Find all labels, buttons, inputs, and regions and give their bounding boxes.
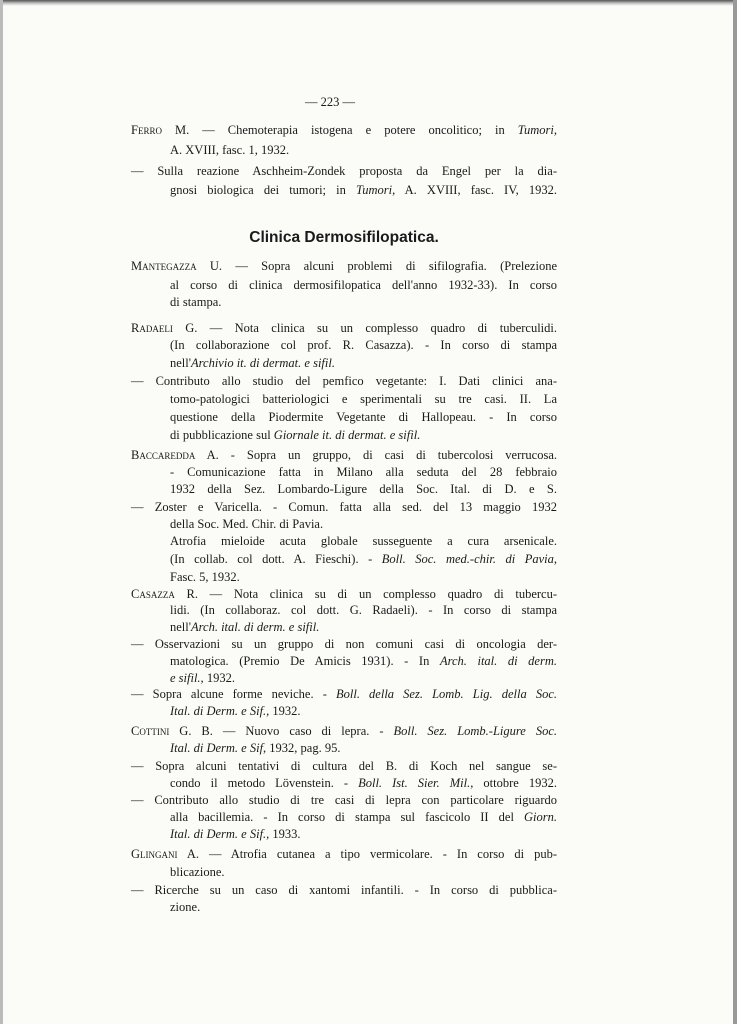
text-line [170, 534, 557, 549]
text-line [131, 374, 557, 389]
text-run: 1932 della Sez. Lombardo-Ligure della Soc. Ital. di D. e S. [170, 482, 557, 496]
text-run: tomo-patologici batteriologici e sperimentali su tre casi. II. La [170, 392, 557, 406]
journal-title: Giorn. [524, 810, 557, 824]
journal-title: Ital. di Derm. e Sif., [170, 704, 270, 718]
text-line [170, 900, 200, 915]
text-run: blicazione. [170, 865, 225, 879]
journal-title: Ital. di Derm. e Sif [170, 741, 264, 755]
text-line [170, 671, 235, 686]
text-run: 1932. [203, 671, 235, 685]
text-run: 1933. [269, 827, 301, 841]
text-line [131, 259, 557, 274]
journal-title: Boll. della Sez. Lomb. Lig. della Soc. [335, 687, 557, 701]
text-line [170, 570, 240, 585]
text-run: — Nota clinica su di un complesso quadro di tubercu- [197, 587, 557, 601]
text-run: — Sulla reazione Aschheim-Zondek proposta da Engel per la dia- [131, 164, 557, 178]
text-line [170, 517, 323, 532]
scan-top-edge [0, 0, 737, 6]
text-run: , 1932, pag. 95. [263, 741, 341, 755]
text-line [170, 704, 301, 719]
text-run: Atrofia mieloide acuta globale susseguente a cura arsenicale. [170, 534, 557, 548]
text-line [170, 278, 557, 293]
author-name: Ferro M. [131, 123, 190, 137]
journal-title: Giornale it. di dermat. e sifil. [273, 428, 421, 442]
text-run: alla bacillemia. - In corso di stampa sul fascicolo II del [170, 810, 524, 824]
text-run: al corso di clinica dermosifilopatica dell'anno 1932-33). In corso [170, 278, 557, 292]
journal-title: Tumori, [517, 123, 557, 137]
author-name: Radaeli G. [131, 321, 198, 335]
text-line [131, 448, 557, 463]
journal-title: Boll. Sez. Lomb.-Ligure Soc. [393, 724, 557, 738]
journal-title: Arch. ital. di derm. [439, 654, 557, 668]
text-line [131, 847, 557, 862]
text-line [170, 428, 420, 443]
text-line [131, 883, 557, 898]
journal-title: Archivio it. di dermat. e sifil. [191, 356, 335, 370]
text-run: matologica. (Premio De Amicis 1931). - In [170, 654, 440, 668]
text-run: - Sopra un gruppo, di casi di tubercolosi verrucosa. [218, 448, 557, 462]
text-line [170, 603, 557, 618]
text-run: 1932. [269, 704, 301, 718]
text-line [170, 482, 557, 497]
text-line [131, 724, 557, 739]
text-line [131, 687, 557, 702]
text-line [131, 321, 557, 336]
text-run: (In collab. col dott. A. Fieschi). - [170, 552, 382, 566]
journal-title: Tumori, [355, 183, 396, 197]
author-name: Cottini G. B. [131, 724, 213, 738]
text-line [170, 741, 340, 756]
text-run: gnosi biologica dei tumori; in [170, 183, 356, 197]
text-run: — Nuovo caso di lepra. - [212, 724, 394, 738]
text-run: di pubblicazione sul [170, 428, 274, 442]
text-run: — Sopra alcuni problemi di sifilografia. (Prelezione [222, 259, 557, 273]
text-run: lidi. (In collaboraz. col dott. G. Radaeli). - In corso di stampa [170, 603, 557, 617]
text-line [131, 500, 557, 515]
scan-left-edge [0, 0, 3, 1024]
text-run: di stampa. [170, 295, 222, 309]
text-line [170, 356, 335, 371]
text-line [131, 637, 557, 652]
journal-title: Ital. di Derm. e Sif., [170, 827, 270, 841]
text-run: — Sopra alcune forme neviche. - [131, 687, 336, 701]
text-run: (In collaborazione col prof. R. Casazza). - In corso di stampa [170, 338, 557, 352]
text-line [131, 793, 557, 808]
section-heading: Clinica Dermosifilopatica. [249, 229, 439, 246]
text-run: ottobre 1932. [473, 776, 557, 790]
text-line [131, 123, 557, 138]
text-run: — Sopra alcuni tentativi di cultura del B. di Koch nel sangue se- [131, 759, 557, 773]
text-line [170, 410, 557, 425]
scan-right-edge [733, 0, 737, 1024]
text-line [170, 295, 221, 310]
text-line [170, 654, 557, 669]
text-run: — Nota clinica su un complesso quadro di tuberculidi. [197, 321, 557, 335]
text-run: nell' [170, 620, 191, 634]
text-run: — Atrofia cutanea a tipo vermicolare. - In corso di pub- [198, 847, 557, 861]
text-line [170, 183, 557, 198]
text-line [170, 465, 557, 480]
text-run: zione. [170, 900, 201, 914]
journal-title: Boll. Soc. med.-chir. di Pavia, [381, 552, 557, 566]
journal-title: Boll. Ist. Sier. Mil., [358, 776, 474, 790]
author-name: Casazza R. [131, 587, 198, 601]
text-run: questione della Piodermite Vegetante di Hallopeau. - In corso [170, 410, 557, 424]
author-name: Baccaredda A. [131, 448, 219, 462]
text-line [131, 164, 557, 179]
text-run: nell' [170, 356, 191, 370]
journal-title: e sifil., [170, 671, 204, 685]
text-run: della Soc. Med. Chir. di Pavia. [170, 517, 324, 531]
text-line [170, 620, 319, 635]
text-line [170, 392, 557, 407]
text-run: A. XVIII, fasc. 1, 1932. [170, 143, 290, 157]
text-run: — Zoster e Varicella. - Comun. fatta alla sed. del 13 maggio 1932 [131, 500, 557, 514]
text-run: — Osservazioni su un gruppo di non comuni casi di oncologia der- [131, 637, 557, 651]
text-run: — Contributo allo studio di tre casi di lepra con particolare riguardo [131, 793, 557, 807]
text-line [131, 587, 557, 602]
text-line [170, 552, 557, 567]
text-line [170, 810, 557, 825]
text-line [170, 776, 557, 791]
text-run: A. XVIII, fasc. IV, 1932. [395, 183, 557, 197]
text-line [170, 865, 225, 880]
page-number: — 223 — [305, 95, 355, 109]
text-line [170, 338, 557, 353]
text-line [170, 143, 289, 158]
text-run: Fasc. 5, 1932. [170, 570, 240, 584]
author-name: Mantegazza U. [131, 259, 223, 273]
text-run: — Chemoterapia istogena e potere oncolitico; in [189, 123, 518, 137]
text-run: condo il metodo Lövenstein. - [170, 776, 359, 790]
journal-title: Arch. ital. di derm. e sifil. [191, 620, 320, 634]
text-line [131, 759, 557, 774]
text-line [170, 827, 301, 842]
text-run: — Ricerche su un caso di xantomi infantili. - In corso di pubblica- [131, 883, 557, 897]
text-run: - Comunicazione fatta in Milano alla seduta del 28 febbraio [170, 465, 557, 479]
author-name: Glingani A. [131, 847, 199, 861]
text-run: — Contributo allo studio del pemfico vegetante: I. Dati clinici ana- [131, 374, 557, 388]
